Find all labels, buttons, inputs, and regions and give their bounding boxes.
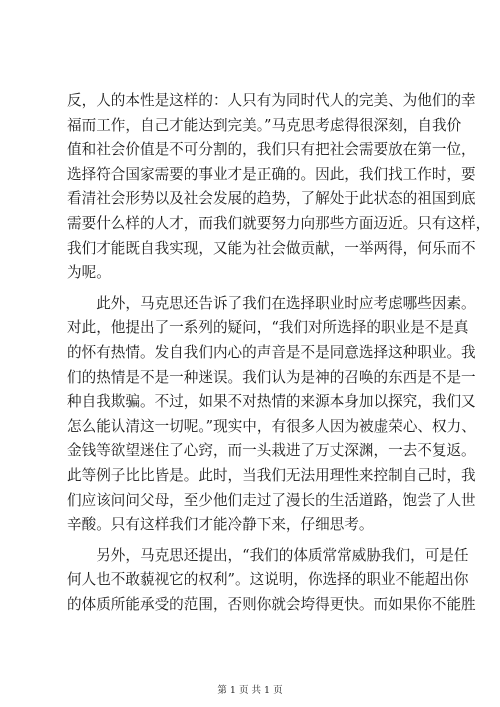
text-line: 反，人的本性是这样的：人只有为同时代人的完美、为他们的幸 <box>67 92 476 109</box>
text-line: 金钱等欲望迷住了心窍，而一头栽进了万丈深渊，一去不复返。 <box>67 442 476 460</box>
text-line: 福而工作，自己才能达到完美。”马克思考虑得很深刻，自我价 <box>67 116 462 134</box>
text-line: 为呢。 <box>67 264 111 282</box>
text-line: 此等例子比比皆是。此时，当我们无法用理性来控制自己时，我 <box>67 466 476 484</box>
paragraph-1 <box>67 89 491 286</box>
text-line: 辛酸。只有这样我们才能冷静下来，仔细思考。 <box>67 516 374 534</box>
text-line: 对此，他提出了一系列的疑问，“我们对所选择的职业是不是真 <box>67 319 469 337</box>
text-line: 何人也不敢藐视它的权利”。这说明，你选择的职业不能超出你 <box>67 571 469 589</box>
text-line: 值和社会价值是不可分割的，我们只有把社会需要放在第一位， <box>67 141 476 159</box>
paragraph-2 <box>67 292 476 538</box>
text-line: 们的热情是不是一种迷误。我们认为是神的召唤的东西是不是一 <box>67 368 476 386</box>
paragraph-3 <box>67 544 476 618</box>
text-line: 此外，马克思还告诉了我们在选择职业时应考虑哪些因素。 <box>67 294 476 312</box>
text-line: 需要什么样的人才，而我们就要努力向那些方面迈近。只有这样， <box>67 214 491 232</box>
text-line: 怎么能认清这一切呢。”现实中，有很多人因为被虚荣心、权力、 <box>67 417 476 435</box>
text-line: 我们才能既自我实现，又能为社会做贡献，一举两得，何乐而不 <box>67 239 476 257</box>
page-footer <box>0 682 500 696</box>
text-line: 们应该问问父母，至少他们走过了漫长的生活道路，饱尝了人世 <box>67 491 476 509</box>
document-body <box>67 89 491 617</box>
text-line: 种自我欺骗。不过，如果不对热情的来源本身加以探究，我们又 <box>67 393 476 411</box>
text-line: 选择符合国家需要的事业才是正确的。因此，我们找工作时，要 <box>67 165 476 183</box>
text-line: 看清社会形势以及社会发展的趋势，了解处于此状态的祖国到底 <box>67 190 476 208</box>
page-number-label: 第 1 页 共 1 页 <box>217 685 283 696</box>
text-line: 的怀有热情。发自我们内心的声音是不是同意选择这种职业。我 <box>67 343 476 361</box>
text-line: 的体质所能承受的范围，否则你就会垮得更快。而如果你不能胜 <box>67 595 476 613</box>
text-line: 另外，马克思还提出，“我们的体质常常威胁我们，可是任 <box>67 546 469 564</box>
